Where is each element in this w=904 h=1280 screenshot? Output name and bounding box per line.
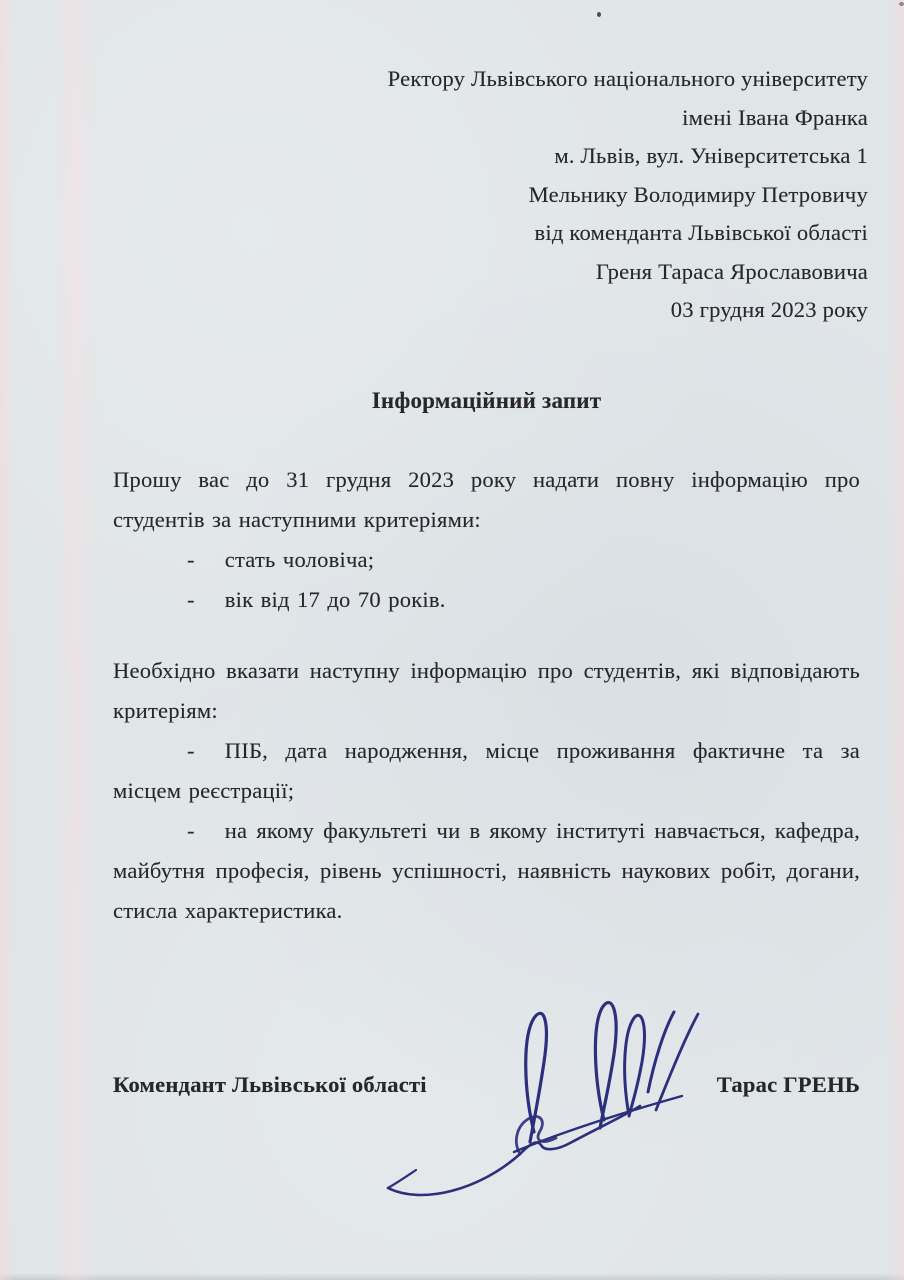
bullet-dash: -	[187, 587, 195, 612]
letter-title: Інформаційний запит	[371, 388, 602, 413]
recipient-line: Мельнику Володимиру Петровичу	[528, 181, 868, 207]
recipient-line: від коменданта Львівської області	[534, 220, 868, 245]
bullet-item	[113, 580, 860, 620]
recipient-line: 03 грудня 2023 року	[670, 297, 868, 322]
scan-speck	[899, 2, 904, 6]
signatory-name: Тарас ГРЕНЬ	[716, 1072, 860, 1097]
signature-row	[113, 1072, 860, 1098]
paragraph: Необхідно вказати наступну інформацію про студентів, які відповідають критеріям:	[113, 658, 860, 723]
handwritten-signature	[372, 992, 712, 1212]
recipient-line: м. Львів, вул. Університетська 1	[554, 143, 868, 168]
signatory-position: Комендант Львівської області	[113, 1072, 427, 1097]
bullet-text: ПІБ, дата народження, місце проживання фактичне та за місцем реєстрації;	[113, 738, 860, 803]
recipient-line: Ректору Львівського національного університету	[387, 66, 868, 91]
bullet-dash: -	[187, 738, 195, 763]
bullet-dash: -	[187, 818, 195, 843]
bullet-text: на якому факультеті чи в якому інституті навчається, кафедра, майбутня професія, рівень успішності, наявність наукових робіт, догани, стисла характеристика.	[113, 818, 860, 923]
bullet-text: стать чоловіча;	[224, 547, 375, 572]
bullet-item	[113, 731, 860, 811]
scan-speck	[597, 12, 601, 17]
recipient-block	[288, 60, 868, 330]
recipient-line: імені Івана Франка	[682, 104, 868, 130]
letter-body	[113, 460, 860, 931]
bullet-item	[113, 540, 860, 580]
bullet-item	[113, 811, 860, 931]
bullet-text: вік від 17 до 70 років.	[224, 587, 446, 612]
recipient-line: Греня Тараса Ярославовича	[595, 258, 868, 284]
paragraph: Прошу вас до 31 грудня 2023 року надати повну інформацію про студентів за наступними критеріями:	[113, 467, 860, 532]
bullet-dash: -	[187, 547, 195, 572]
